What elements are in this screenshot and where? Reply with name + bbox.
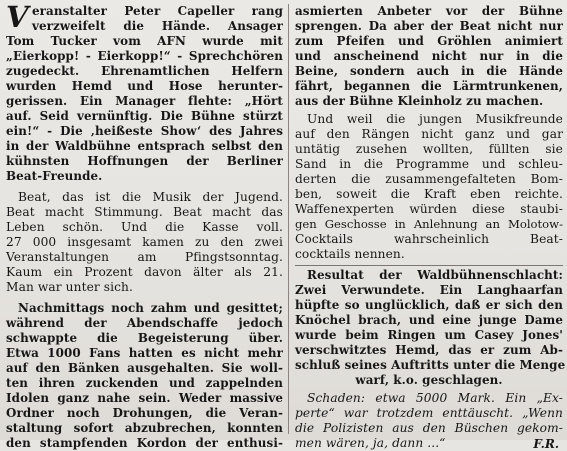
text-line: verschwitztes Hemd, das er zum Ab- [295, 343, 563, 357]
text-line: Tom Tucker vom AFN wurde mit [6, 34, 283, 48]
text-line: Beat, das ist die Musik der Jugend. [18, 190, 283, 204]
text-line: „Eierkopp! - Eierkopp!“ - Sprechchören [6, 49, 283, 63]
text-line: Schaden: etwa 5000 Mark. Ein „Ex- [307, 391, 563, 405]
text-line: fährt, begannen die Lärmtrunkenen, [295, 79, 563, 93]
article-column-left [6, 0, 283, 451]
text-line: und anscheinend nicht nur in die [295, 49, 563, 63]
text-line: den stampfenden Kordon der enthusi- [6, 436, 283, 450]
text-line: gen Geschosse in Anlehnung an Molotow- [295, 217, 563, 231]
text-line: aus der Bühne Kleinholz zu machen. [295, 94, 544, 108]
article-column-right [295, 4, 566, 451]
paragraph-beat [6, 190, 283, 295]
text-line: Resultat der Waldbühnenschlacht: [307, 268, 563, 282]
text-line: cocktails nennen. [295, 247, 405, 261]
text-line: Nachmittags noch zahm und gesittet; [18, 301, 283, 315]
text-line: eranstalter Peter Capeller rang [32, 4, 283, 18]
text-line: hüpfte so unglücklich, daß er sich den [295, 298, 563, 312]
text-line: Ordner noch Drohungen, die Veran- [6, 406, 283, 420]
drop-cap: V [6, 0, 29, 34]
text-line: asmierten Anbeter vor der Bühne [295, 4, 563, 18]
text-line: ein!“ - Die ‚heißeste Show‘ des Jahres [6, 124, 283, 138]
text-line: kühnsten Hoffnungen der Berliner [6, 154, 283, 168]
column-divider [288, 4, 289, 434]
text-line: Beat-Freunde. [6, 169, 103, 183]
text-line: Sand in die Programme und schleu- [295, 157, 563, 171]
text-line: sprengen. Da aber der Beat nicht nur [295, 19, 563, 33]
text-line: ben, soweit die Kraft eben reichte. [295, 187, 563, 201]
text-line: Und weil die jungen Musikfreunde [307, 112, 563, 126]
text-line: zum Pfeifen und Gröhlen animiert [295, 34, 563, 48]
text-line: verzweifelt die Hände. Ansager [32, 19, 283, 33]
text-line: schluß seines Auftritts unter die Menge [295, 358, 566, 372]
text-line: zugedeckt. Ehrenamtlichen Helfern [6, 64, 283, 78]
text-line: Cocktails wahrscheinlich Beat- [295, 232, 563, 246]
text-line: Leben schön. Und die Kasse voll. [6, 220, 283, 234]
lead-paragraph [6, 0, 283, 184]
text-line: Waffenexperten würden diese staubi- [295, 202, 563, 216]
text-line: ten ihren zuckenden und zappelnden [6, 376, 283, 390]
paragraph-musikfreunde [295, 112, 563, 262]
text-line: die Polizisten aus den Büschen gekom- [295, 421, 563, 435]
text-line: perte“ war trotzdem enttäuscht. „Wenn [295, 406, 563, 420]
text-line: Veranstaltungen am Pfingstsonntag. [6, 250, 283, 264]
text-line: Knöchel brach, und eine junge Dame [295, 313, 563, 327]
text-line: auf. Seid vernünftig. Die Bühne stürzt [6, 109, 283, 123]
text-line: 27 000 insgesamt kamen zu den zwei [6, 235, 283, 249]
section-rule [295, 265, 563, 266]
text-line: staltung sofort abzubrechen, konnten [6, 421, 283, 435]
text-line: men wären, ja, dann ...“ [295, 436, 446, 450]
text-line: Idolen ganz nahe sein. Weder massive [6, 391, 283, 405]
author-signature: F.R. [533, 437, 559, 451]
text-line: wurden Hemd und Hose herunter- [6, 79, 283, 93]
text-line: auf den Rängen nicht ganz und gar [295, 127, 563, 141]
text-line: derten die zusammengefalteten Bom- [295, 172, 563, 186]
text-line: untätig zusehen wollten, füllten sie [295, 142, 563, 156]
paragraph-nachmittags [6, 301, 283, 451]
paragraph-resultat [295, 268, 566, 388]
text-line: in der Waldbühne entsprach selbst den [6, 139, 283, 153]
text-line: Kaum ein Prozent davon älter als 21. [6, 265, 283, 279]
text-line: Beine, sondern auch in die Hände [295, 64, 563, 78]
text-line: wurde beim Ringen um Casey Jones' [295, 328, 563, 342]
text-line: Man war unter sich. [6, 280, 133, 294]
text-line: gerissen. Ein Manager flehte: „Hört [6, 94, 283, 108]
paragraph-continuation [295, 4, 563, 109]
text-line: schwappte die Begeisterung über. [6, 331, 283, 345]
text-line: Beat macht Stimmung. Beat macht das [6, 205, 283, 219]
text-line: auf den Bänken ausgehalten. Sie woll- [6, 361, 283, 375]
text-line: Zwei Verwundete. Ein Langhaarfan [295, 283, 563, 297]
text-line: warf, k.o. geschlagen. [355, 373, 503, 387]
text-line: Etwa 1000 Fans hatten es nicht mehr [6, 346, 283, 360]
text-line: während der Abendschaffe jedoch [6, 316, 283, 330]
paragraph-schaden [295, 391, 563, 451]
